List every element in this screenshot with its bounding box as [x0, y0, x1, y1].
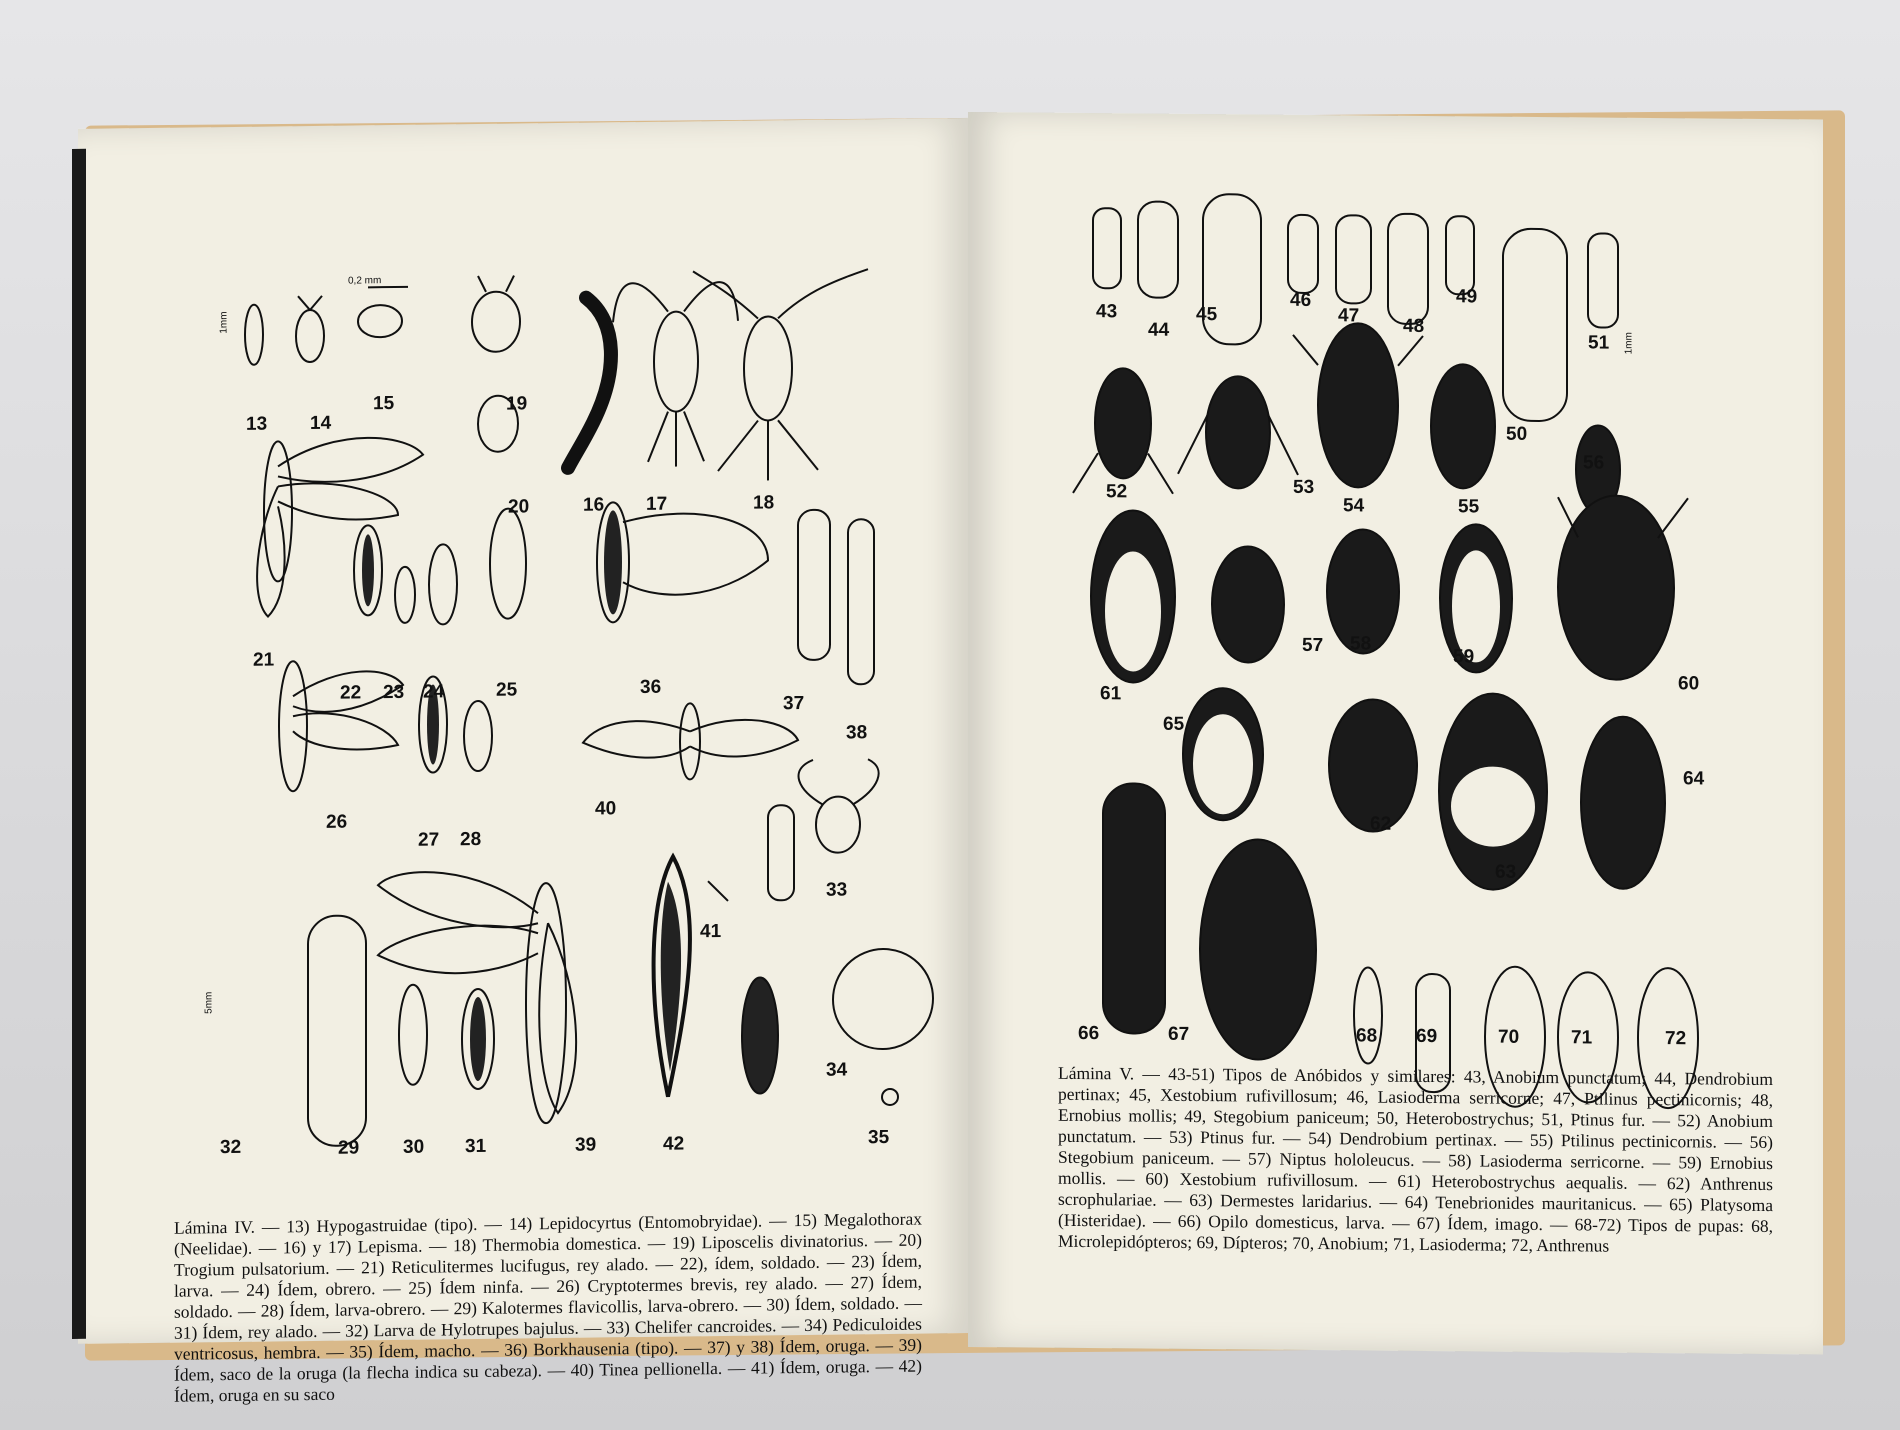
figure-number: 18 — [753, 492, 775, 514]
figure-number: 13 — [246, 413, 268, 435]
figure-number: 32 — [220, 1136, 242, 1159]
figure-number: 42 — [663, 1133, 685, 1155]
figure-number: 45 — [1196, 303, 1218, 326]
insect-68 — [1354, 967, 1382, 1063]
insect-44 — [1138, 201, 1178, 297]
figure-number: 61 — [1100, 683, 1122, 705]
insect-15 — [358, 305, 402, 338]
scale-label: 0,2 mm — [348, 275, 382, 287]
insect-14 — [296, 310, 324, 362]
figure-number: 38 — [846, 722, 868, 744]
figure-number: 50 — [1506, 423, 1528, 445]
figure-number: 58 — [1350, 633, 1372, 655]
figure-number: 62 — [1370, 813, 1392, 835]
figure-number: 51 — [1588, 332, 1610, 354]
insect-47 — [1336, 215, 1371, 303]
insect-54 — [1318, 323, 1398, 488]
figure-number: 72 — [1665, 1028, 1687, 1050]
insect-62 — [1329, 699, 1417, 832]
figure-number: 69 — [1416, 1025, 1438, 1048]
insect-64 — [1581, 716, 1665, 889]
insect-66 — [1103, 783, 1165, 1034]
scale-label: 1mm — [218, 311, 230, 334]
insect-49 — [1446, 216, 1474, 294]
insect-48 — [1388, 214, 1428, 324]
figure-number: 24 — [423, 681, 445, 703]
figure-number: 41 — [700, 921, 722, 943]
figure-number: 30 — [403, 1136, 425, 1158]
figure-number: 48 — [1403, 315, 1425, 337]
plate-v-caption: Lámina V. — 43-51) Tipos de Anóbidos y similares: 43, Anobium punctatum; 44, Dendrobium pertinax; 45, Xestobium rufivillosum; 46, Lasioderma serricorne; 47, Ptilinus pectinicornis; 48, Ernobius mollis; 49, Stegobium paniceum; 50, Heterobostrychus; 51, Ptinus fur. — 52) Anobium punctatum. — 53) Ptinus fur. — 54) Dendrobium pertinax. — 55) Ptilinus pectinicornis. — 56) Stegobium paniceum. — 57) Niptus hololeucus. — 58) Lasioderma serricorne. — 59) Ernobius mollis. — 60) Xestobium rufivillosum. — 61) Heterobostrychus aequalis. — 62) Anthrenus scrophulariae. — 63) Dermestes laridarius. — 64) Tenebrionides mauritanicus. — 65) Platysoma (Histeridae). — 66) Opilo domesticus, larva. — 67) Ídem, imago. — 68-72) Tipos de pupas: 68, Microlepidópteros; 69, Dípteros; 70, Anobium; 71, Lasioderma; 72, Anthrenus — [1058, 1062, 1773, 1256]
insect-51 — [1588, 233, 1618, 327]
insect-57 — [1212, 546, 1284, 663]
figure-number: 16 — [583, 494, 605, 516]
figure-number: 53 — [1293, 476, 1315, 499]
figure-number: 63 — [1495, 861, 1517, 883]
figure-number: 55 — [1458, 496, 1480, 518]
insect-42 — [742, 977, 778, 1093]
insect-34 — [833, 948, 933, 1049]
figure-number: 23 — [383, 681, 405, 704]
insect-17 — [654, 311, 698, 412]
figure-number: 52 — [1106, 481, 1128, 503]
scale-label: 5mm — [203, 991, 215, 1014]
insect-13 — [245, 305, 263, 365]
left-page — [78, 118, 968, 1406]
figure-number: 47 — [1338, 305, 1360, 327]
insect-37 — [798, 510, 830, 660]
insect-40 — [680, 703, 700, 779]
insect-32 — [308, 915, 366, 1146]
figure-number: 17 — [646, 493, 668, 515]
insect-67 — [1200, 839, 1316, 1060]
insect-23 — [395, 567, 415, 623]
figure-number: 26 — [326, 811, 348, 833]
figure-number: 64 — [1683, 768, 1705, 790]
figure-number: 56 — [1583, 452, 1605, 474]
figure-number: 60 — [1678, 673, 1700, 695]
insect-46 — [1288, 215, 1318, 293]
figure-number: 35 — [868, 1126, 890, 1149]
insect-52 — [1095, 368, 1151, 478]
figure-number: 31 — [465, 1135, 487, 1158]
insect-18 — [744, 316, 792, 421]
insect-31 — [526, 883, 566, 1123]
figure-number: 68 — [1356, 1025, 1378, 1047]
insect-53 — [1206, 376, 1270, 489]
figure-number: 44 — [1148, 319, 1170, 341]
figure-number: 57 — [1302, 634, 1324, 657]
figure-number: 54 — [1343, 495, 1365, 517]
insect-19 — [472, 291, 520, 352]
plate-iv-illustrations — [78, 118, 968, 1344]
insect-50 — [1503, 229, 1567, 422]
figure-number: 22 — [340, 682, 362, 704]
figure-number: 34 — [826, 1059, 848, 1081]
figure-number: 43 — [1096, 301, 1118, 323]
figure-number: 33 — [826, 879, 848, 901]
figure-number: 29 — [338, 1137, 360, 1159]
insect-41 — [768, 805, 794, 900]
insect-43 — [1093, 208, 1121, 288]
figure-number: 40 — [595, 798, 617, 820]
figure-number: 66 — [1078, 1022, 1100, 1045]
insect-29 — [399, 985, 427, 1085]
figure-number: 27 — [418, 829, 440, 851]
insect-16 — [568, 297, 611, 468]
insect-28 — [464, 701, 492, 771]
insect-35 — [882, 1089, 898, 1105]
plate-iv-caption: Lámina IV. — 13) Hypogastruidae (tipo). — 14) Lepidocyrtus (Entomobryidae). — 15) Megalothorax (Neelidae). — 16) y 17) Lepisma. — 18) Thermobia domestica. — 19) Liposcelis divinatorius. — 20) Trogium pulsatorium. — 21) Reticulitermes lucifugus, rey alado. — 22), ídem, soldado. — 23) Ídem, larva. — 24) Ídem, obrero. — 25) Ídem ninfa. — 26) Cryptotermes brevis, rey alado. — 27) Ídem, soldado. — 28) Ídem, larva-obrero. — 29) Kalotermes flavicollis, larva-obrero. — 30) Ídem, soldado. — 31) Ídem, rey alado. — 32) Larva de Hylotrupes bajulus. — 33) Chelifer cancroides. — 34) Pediculoides ventricosus, hembra. — 35) Ídem, macho. — 36) Borkhausenia (tipo). — 37) y 38) Ídem, oruga. — 39) Ídem, saco de la oruga (la flecha indica su cabeza). — 40) Tinea pellionella. — 41) Ídem, oruga. — 42) Ídem, oruga en su saco — [174, 1208, 922, 1406]
figure-number: 21 — [253, 649, 275, 671]
insect-26 — [279, 661, 307, 791]
figure-number: 70 — [1498, 1026, 1520, 1048]
insect-38 — [848, 519, 874, 684]
figure-number: 65 — [1163, 713, 1185, 735]
insect-55 — [1431, 364, 1495, 489]
insect-24 — [429, 544, 457, 624]
figure-number: 37 — [783, 693, 805, 715]
figure-number: 14 — [310, 412, 332, 435]
insect-60 — [1558, 495, 1674, 680]
figure-number: 39 — [575, 1134, 597, 1156]
figure-number: 46 — [1290, 289, 1312, 311]
figure-number: 25 — [496, 679, 518, 701]
figure-number: 71 — [1571, 1027, 1593, 1049]
right-page — [968, 112, 1823, 1354]
figure-number: 28 — [460, 828, 482, 851]
figure-number: 49 — [1456, 286, 1478, 308]
figure-number: 67 — [1168, 1023, 1190, 1045]
figure-number: 59 — [1453, 646, 1475, 668]
figure-number: 19 — [506, 393, 528, 415]
insect-25 — [490, 508, 526, 618]
figure-number: 20 — [508, 496, 530, 518]
figure-number: 15 — [373, 393, 395, 415]
figure-number: 36 — [640, 676, 662, 699]
scale-label: 1mm — [1623, 332, 1635, 355]
